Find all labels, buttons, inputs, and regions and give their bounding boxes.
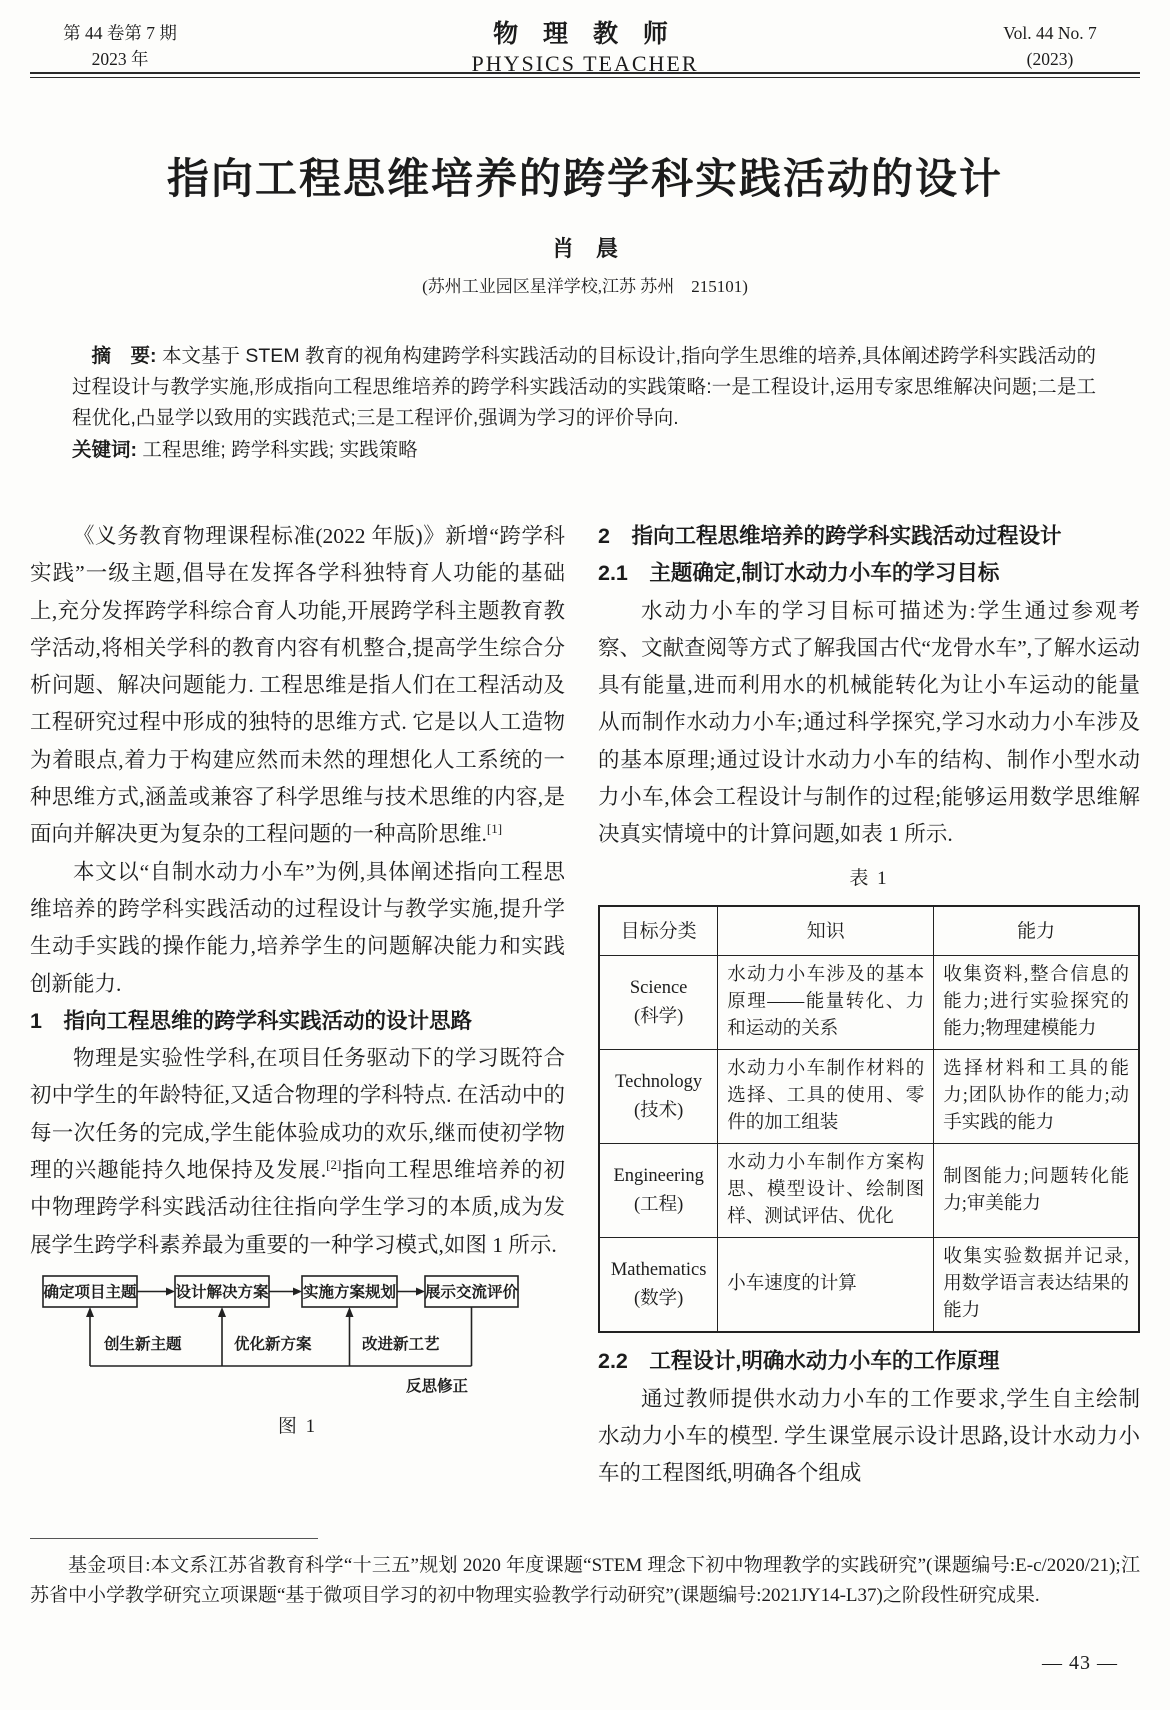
figure-1-caption: 图 1	[277, 1415, 318, 1437]
category-en: Technology	[615, 1071, 703, 1092]
abstract-paragraph	[72, 341, 1096, 434]
flow-feedback-labels	[103, 1334, 469, 1395]
cell-ability: 收集实验数据并记录,用数学语言表达结果的能力	[934, 1238, 1139, 1333]
category-en: Engineering	[613, 1165, 704, 1186]
footnote-rule	[30, 1538, 318, 1539]
col-header-ability: 能力	[934, 906, 1139, 956]
flow-box-3-label: 实施方案规划	[302, 1283, 397, 1301]
feedback-label-2: 优化新方案	[234, 1335, 312, 1353]
abstract-block	[72, 341, 1096, 466]
category-cn: (技术)	[633, 1100, 684, 1121]
page-number: — 43 —	[1042, 1652, 1118, 1674]
right-column	[598, 518, 1140, 1493]
paragraph-example: 本文以“自制水动力小车”为例,具体阐述指向工程思维培养的跨学科实践活动的过程设计与教学实施,提升学生动手实践的操作能力,培养学生的问题解决能力和实践创新能力.	[30, 859, 565, 996]
paragraph-goals: 水动力小车的学习目标可描述为:学生通过参观考察、文献查阅等方式了解我国古代“龙骨水车”,了解水运动具有能量,进而利用水的机械能转化为让小车运动的能量从而制作水动力小车;通过科学探究,学习水动力小车涉及的基本原理;通过设计水动力小车的结构、制作小型水动力小车,体会工程设计与制作的过程;能够运用数学思维解决真实情境中的计算问题,如表 1 所示.	[598, 598, 1140, 847]
header-double-rule	[30, 72, 1140, 78]
reference-2: [2]	[326, 1156, 342, 1172]
category-en: Science	[629, 977, 688, 998]
col-header-knowledge: 知识	[718, 906, 934, 956]
cell-category	[599, 956, 718, 1050]
year-text: 2023 年	[91, 49, 149, 69]
cell-knowledge: 水动力小车涉及的基本原理——能量转化、力和运动的关系	[718, 956, 934, 1050]
author-name: 肖 晨	[551, 236, 618, 261]
keywords-line	[72, 435, 1096, 466]
col-header-category: 目标分类	[599, 906, 718, 956]
abstract-label: 摘 要:	[91, 345, 157, 367]
paragraph-engineering-design: 通过教师提供水动力小车的工作要求,学生自主绘制水动力小车的模型. 学生课堂展示设计思路,设计水动力小车的工程图纸,明确各个组成	[598, 1386, 1140, 1486]
keywords-text: 工程思维; 跨学科实践; 实践策略	[142, 439, 418, 461]
vol-en-text: Vol. 44 No. 7	[1003, 23, 1097, 43]
section-heading-2-2: 2.2 工程设计,明确水动力小车的工作原理	[598, 1349, 1000, 1374]
section-heading-2-1: 2.1 主题确定,制订水动力小车的学习目标	[598, 561, 1000, 586]
cell-category	[599, 1144, 718, 1238]
feedback-label-3: 改进新工艺	[362, 1335, 440, 1353]
table-row	[599, 1144, 1139, 1238]
header-vol-en	[960, 20, 1140, 72]
left-column	[30, 518, 565, 1445]
journal-name-cn: 物 理 教 师	[493, 20, 677, 48]
flowchart-svg	[30, 1270, 565, 1398]
paragraph-intro-text: 《义务教育物理课程标准(2022 年版)》新增“跨学科实践”一级主题,倡导在发挥各学科独特育人功能的基础上,充分发挥跨学科综合育人功能,开展跨学科主题教育教学活动,将相关学科的教育内容有机整合,提高学生综合分析问题、解决问题能力. 工程思维是指人们在工程活动及工程研究过程中形成的独特的思维方式. 它是以人工造物为着眼点,着力于构建应然而未然的理想化人工系统的一种思维方式,涵盖或兼容了科学思维与技术思维的内容,是面向并解决更为复杂的工程问题的一种高阶思维.	[30, 524, 565, 847]
paragraph-intro	[30, 518, 565, 854]
cell-knowledge: 小车速度的计算	[718, 1238, 934, 1333]
table-row	[599, 1050, 1139, 1144]
flow-box-4-label: 展示交流评价	[424, 1283, 519, 1301]
table-row	[599, 1238, 1139, 1333]
funding-footnote	[30, 1538, 1140, 1611]
cell-ability: 收集资料,整合信息的能力;进行实验探究的能力;物理建模能力	[934, 956, 1139, 1050]
reference-1: [1]	[486, 821, 503, 837]
section-heading-2: 2 指向工程思维培养的跨学科实践活动过程设计	[598, 524, 1062, 548]
stem-goals-table	[598, 905, 1140, 1334]
author-affiliation: (苏州工业园区星洋学校,江苏 苏州 215101)	[422, 277, 748, 296]
cell-knowledge: 水动力小车制作材料的选择、工具的使用、零件的加工组装	[718, 1050, 934, 1144]
cell-category	[599, 1050, 718, 1144]
journal-name-en: PHYSICS TEACHER	[471, 51, 699, 76]
figure-1	[30, 1270, 565, 1445]
cell-ability: 选择材料和工具的能力;团队协作的能力;动手实践的能力	[934, 1050, 1139, 1144]
flow-arrows	[90, 1291, 472, 1366]
section-heading-1: 1 指向工程思维的跨学科实践活动的设计思路	[30, 1008, 472, 1033]
category-en: Mathematics	[610, 1259, 707, 1280]
funding-text: 基金项目:本文系江苏省教育科学“十三五”规划 2020 年度课题“STEM 理念下初中物理教学的实践研究”(课题编号:E-c/2020/21);江苏省中小学教学研究立项课题“基于微项目学习的初中物理实验教学行动研究”(课题编号:2021JY14-L37)之阶段性研究成果.	[30, 1555, 1140, 1606]
paragraph-design-text-a: 物理是实验性学科,在项目任务驱动下的学习既符合初中学生的年龄特征,又适合物理的学科特点. 在活动中的每一次任务的完成,学生能体验成功的欢乐,继而使初学物理的兴趣能持久地保持及发展.	[30, 1046, 565, 1183]
abstract-text: 本文基于 STEM 教育的视角构建跨学科实践活动的目标设计,指向学生思维的培养,具体阐述跨学科实践活动的过程设计与教学实施,形成指向工程思维培养的跨学科实践活动的实践策略:一是工程设计,运用专家思维解决问题;二是工程优化,凸显学以致用的实践范式;三是工程评价,强调为学习的评价导向.	[72, 345, 1097, 429]
volume-issue-text: 第 44 卷第 7 期	[63, 23, 177, 43]
category-cn: (数学)	[633, 1288, 684, 1309]
reflection-label: 反思修正	[406, 1377, 469, 1395]
cell-category	[599, 1238, 718, 1333]
category-cn: (科学)	[633, 1006, 684, 1027]
table-1-caption: 表 1	[849, 867, 889, 889]
table-row	[599, 956, 1139, 1050]
paragraph-design-text-b: 指向工程思维培养的初中物理跨学科实践活动往往指向学生学习的本质,成为发展学生跨学科素养最为重要的一种学习模式,如图 1 所示.	[30, 1158, 565, 1257]
year-en-text: (2023)	[1026, 49, 1074, 69]
flow-box-2-label: 设计解决方案	[175, 1283, 269, 1301]
table-header-row	[599, 906, 1139, 956]
keywords-label: 关键词:	[72, 439, 137, 461]
cell-knowledge: 水动力小车制作方案构思、模型设计、绘制图样、测试评估、优化	[718, 1144, 934, 1238]
cell-ability: 制图能力;问题转化能力;审美能力	[934, 1144, 1139, 1238]
flow-box-1-label: 确定项目主题	[43, 1283, 137, 1301]
paragraph-design	[30, 1040, 565, 1264]
feedback-label-1: 创生新主题	[104, 1335, 182, 1353]
page-title: 指向工程思维培养的跨学科实践活动的设计	[166, 155, 1003, 202]
category-cn: (工程)	[633, 1194, 684, 1215]
